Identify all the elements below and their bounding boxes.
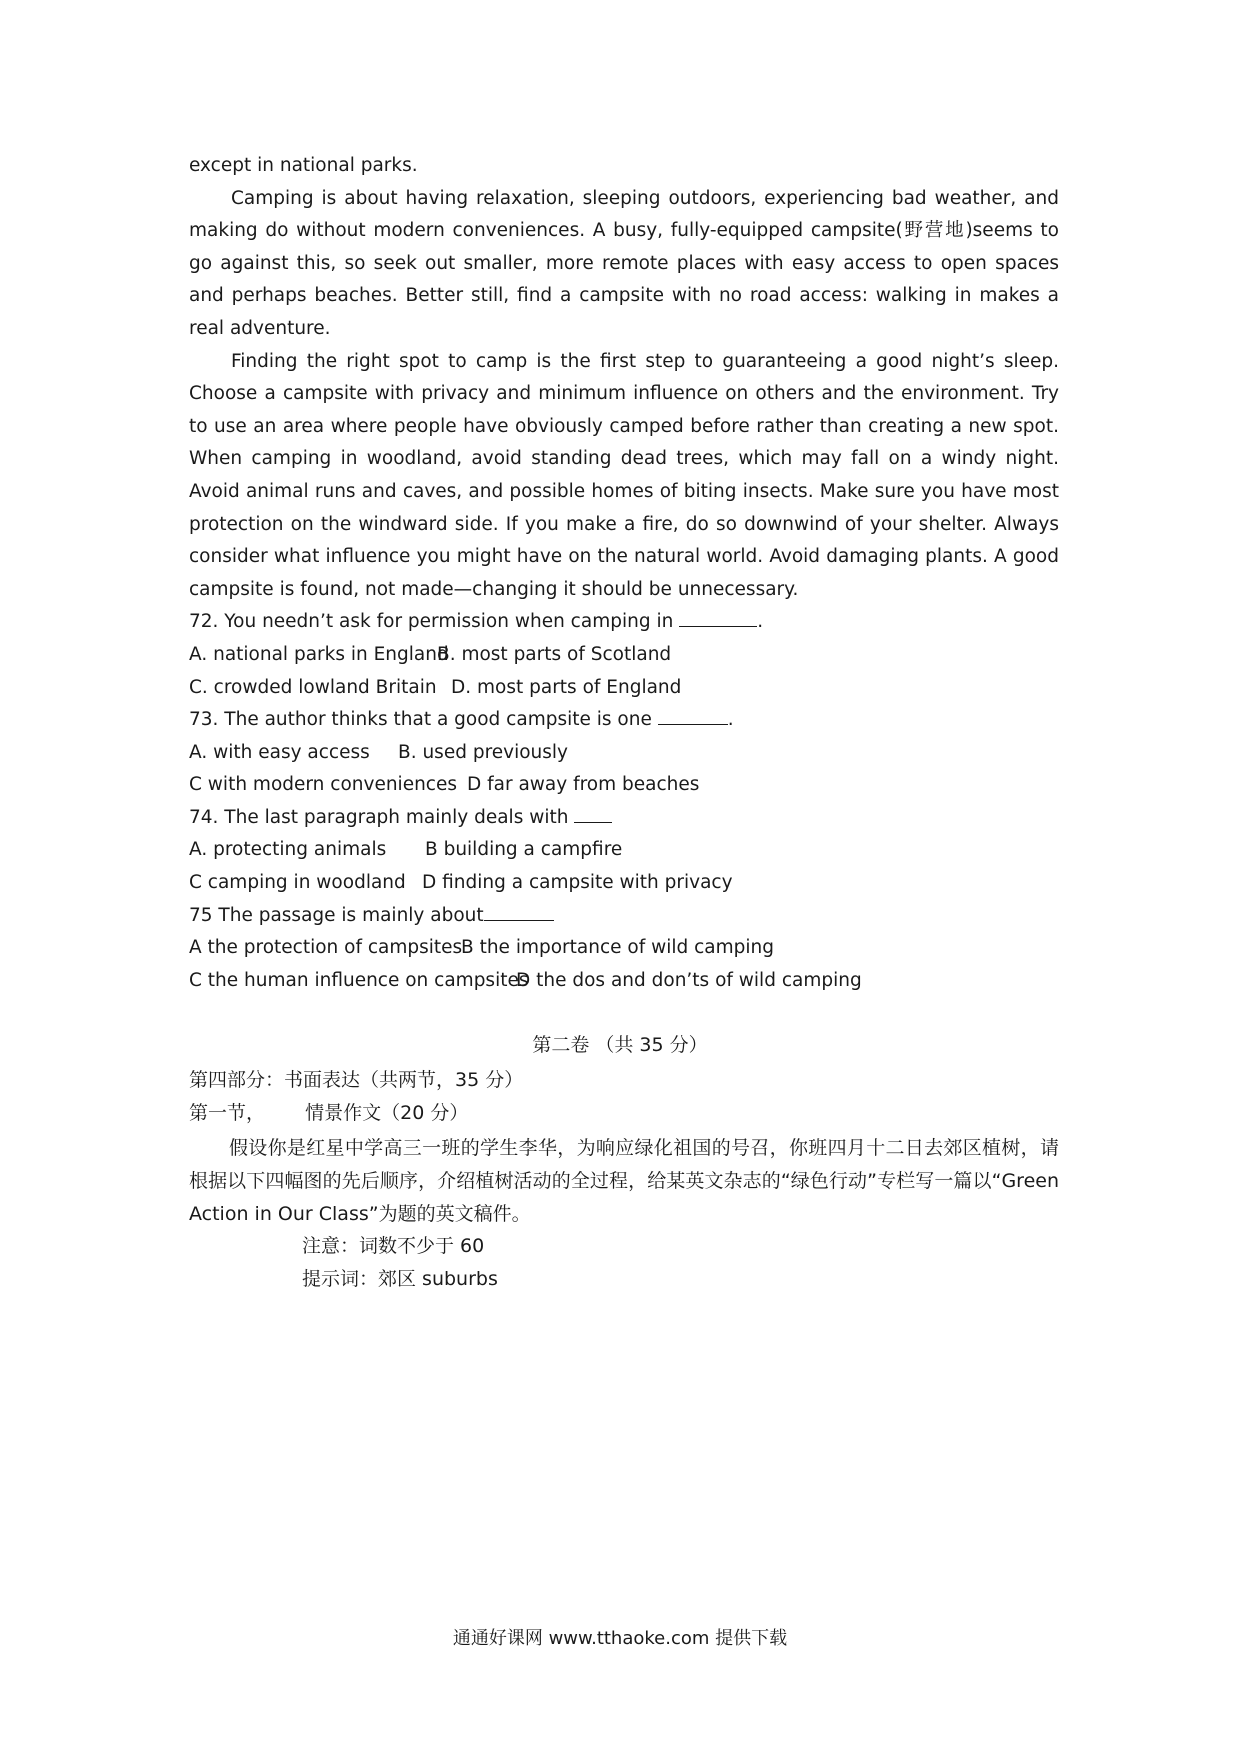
- option-c: C camping in woodland: [189, 872, 406, 894]
- answer-blank: [484, 900, 554, 921]
- question-stem: 74. The last paragraph mainly deals with: [189, 806, 569, 828]
- option-c: C the human influence on campsites: [189, 969, 529, 991]
- option-d: D. most parts of England: [451, 676, 682, 698]
- question-72: [189, 606, 1059, 704]
- answer-blank: [658, 704, 728, 725]
- answer-blank: [574, 802, 612, 823]
- option-a: A. national parks in England: [189, 643, 449, 665]
- question-stem: 75 The passage is mainly about: [189, 904, 484, 926]
- section1-label: 第一节，: [189, 1102, 266, 1124]
- passage-fragment: except in national parks.: [189, 155, 418, 176]
- option-c: C. crowded lowland Britain: [189, 676, 437, 698]
- section2-title: 第二卷 （共 35 分）: [532, 1034, 708, 1056]
- option-b: B building a campfire: [425, 839, 623, 861]
- passage-block: [189, 150, 1059, 997]
- option-a: A. protecting animals: [189, 839, 387, 861]
- question-end: .: [757, 611, 764, 633]
- question-stem: 73. The author thinks that a good campsite is one: [189, 709, 652, 731]
- question-75: [189, 900, 1059, 998]
- writing-prompt: 假设你是红星中学高三一班的学生李华，为响应绿化祖国的号召，你班四月十二日去郊区植树，请根据以下四幅图的先后顺序，介绍植树活动的全过程，给某英文杂志的“绿色行动”专栏写一篇以“Green Action in Our Class”为题的英文稿件。: [189, 1137, 1059, 1225]
- section1-heading: [189, 1097, 1069, 1130]
- option-a: A the protection of campsites: [189, 937, 463, 959]
- option-d: D far away from beaches: [467, 774, 700, 796]
- answer-blank: [679, 606, 757, 627]
- option-d: D finding a campsite with privacy: [422, 872, 733, 894]
- option-b: B. most parts of Scotland: [437, 643, 672, 665]
- question-73: [189, 704, 1059, 802]
- option-a: A. with easy access: [189, 741, 370, 763]
- option-b: B. used previously: [398, 741, 569, 763]
- question-end: .: [727, 709, 734, 731]
- question-74: [189, 802, 1059, 900]
- option-c: C with modern conveniences: [189, 774, 457, 796]
- option-b: B the importance of wild camping: [461, 937, 775, 959]
- passage-paragraph-1: Camping is about having relaxation, sleeping outdoors, experiencing bad weather, and making do without modern conveniences. A busy, fully-equipped campsite(野营地)seems to go against this, so seek out smaller, more remote places with easy access to open spaces and perhaps beaches. Better still, find a campsite with no road access: walking in makes a real adventure.: [189, 187, 1059, 339]
- section1-title: 情景作文（20 分）: [305, 1102, 469, 1124]
- question-stem: 72. You needn’t ask for permission when camping in: [189, 611, 674, 633]
- word-count-note: 注意：词数不少于 60: [302, 1235, 485, 1257]
- option-d: D the dos and don’ts of wild camping: [516, 969, 862, 991]
- part4-heading: 第四部分：书面表达（共两节，35 分）: [189, 1069, 524, 1091]
- hint-words: 提示词：郊区 suburbs: [302, 1268, 498, 1290]
- footer-source: 通通好课网 www.tthaoke.com 提供下载: [452, 1628, 788, 1649]
- passage-paragraph-2: Finding the right spot to camp is the first step to guaranteeing a good night’s sleep. Choose a campsite with privacy and minimum influence on others and the environment. Try to use an area where people have obviously camped before rather than creating a new spot. When camping in woodland, avoid standing dead trees, which may fall on a windy night. Avoid animal runs and caves, and possible homes of biting insects. Make sure you have most protection on the windward side. If you make a fire, do so downwind of your shelter. Always consider what influence you might have on the natural world. Avoid damaging plants. A good campsite is found, not made—changing it should be unnecessary.: [189, 350, 1059, 600]
